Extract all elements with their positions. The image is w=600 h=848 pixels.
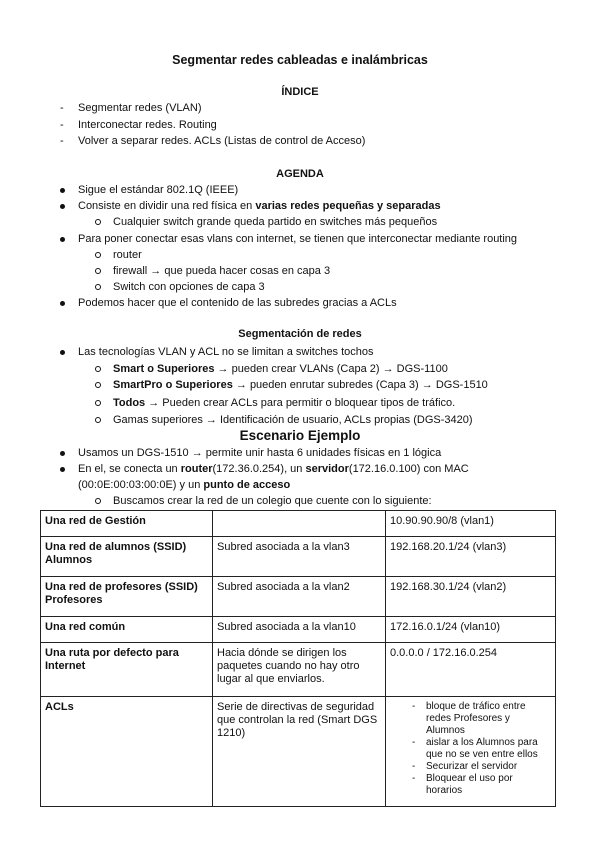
table-cell — [386, 697, 556, 807]
segmentacion-line: Gamas superiores → Identificación de usuario, ACLs propias (DGS-3420) — [113, 414, 473, 426]
table-cell: Una red de alumnos (SSID) Alumnos — [41, 537, 213, 577]
circle-bullet-icon — [95, 400, 101, 406]
table-cell: Una red de Gestión — [41, 511, 213, 537]
circle-bullet-icon — [95, 498, 101, 504]
circle-bullet-icon — [95, 252, 101, 258]
escenario-line: Usamos un DGS-1510 → permite unir hasta 6 unidades físicas en 1 lógica — [78, 447, 442, 459]
escenario-text: (172.16.0.100) con MAC — [348, 463, 469, 475]
segmentacion-bold-text: Todos — [113, 397, 146, 409]
table-row — [41, 697, 556, 807]
circle-bullet-icon — [95, 284, 101, 290]
escenario-bold-text: servidor — [305, 463, 349, 475]
segmentacion-line: Las tecnologías VLAN y ACL no se limitan a switches tochos — [78, 346, 374, 358]
table-cell: Hacia dónde se dirigen los paquetes cuando no hay otro lugar al que enviarlos. — [213, 643, 386, 697]
escenario-text: (172.36.0.254), un — [212, 463, 306, 475]
bullet-icon — [60, 451, 65, 456]
bullet-icon — [60, 350, 65, 355]
segmentacion-bold-text: SmartPro o Superiores — [113, 379, 233, 391]
agenda-line: Para poner conectar esas vlans con internet, se tienen que interconectar mediante routing — [78, 233, 518, 245]
segmentacion-text: → pueden enrutar subredes (Capa 3) → DGS-1510 — [232, 379, 488, 391]
agenda-heading: AGENDA — [276, 168, 324, 180]
escenario-bold-text: punto de acceso — [203, 479, 291, 491]
escenario-bold-text: router — [180, 463, 213, 475]
circle-bullet-icon — [95, 366, 101, 372]
segmentacion-text: → Pueden crear ACLs para permitir o bloquear tipos de tráfico. — [145, 397, 456, 409]
indice-item-3: Volver a separar redes. ACLs (Listas de control de Acceso) — [78, 135, 366, 147]
agenda-line: Cualquier switch grande queda partido en switches más pequeños — [113, 216, 438, 228]
network-table — [40, 510, 556, 807]
bullet-icon — [60, 301, 65, 306]
table-cell: Una ruta por defecto para Internet — [41, 643, 213, 697]
escenario-text: En el, se conecta un — [78, 463, 181, 475]
table-cell: ACLs — [41, 697, 213, 807]
table-row — [41, 643, 556, 697]
table-row — [41, 537, 556, 577]
indice-item-1: Segmentar redes (VLAN) — [78, 102, 202, 114]
table-cell — [213, 511, 386, 537]
table-cell: Serie de directivas de seguridad que controlan la red (Smart DGS 1210) — [213, 697, 386, 807]
bullet-icon — [60, 237, 65, 242]
agenda-line: Switch con opciones de capa 3 — [113, 281, 265, 293]
bullet-icon — [60, 188, 65, 193]
table-cell: Una red de profesores (SSID) Profesores — [41, 577, 213, 617]
page-title: Segmentar redes cableadas e inalámbricas — [172, 53, 428, 67]
table-cell: 172.16.0.1/24 (vlan10) — [386, 617, 556, 643]
circle-bullet-icon — [95, 219, 101, 225]
agenda-line: firewall → que pueda hacer cosas en capa 3 — [113, 265, 331, 277]
segmentacion-bold-text: Smart o Superiores — [113, 363, 215, 375]
escenario-line — [78, 462, 469, 476]
agenda-line — [78, 199, 441, 213]
segmentacion-text: → pueden crear VLANs (Capa 2) → DGS-1100 — [214, 363, 448, 375]
document-page: Segmentar redes cableadas e inalámbricas ÍNDICE - Segmentar redes (VLAN) - Interconectar redes. Routing - Volver a separar redes. ACLs (Listas de control de Acceso) AGENDA Sigue el estándar 802.1Q (IEEE) Consiste en dividir una red física en varias redes pequeñas y separadas Cualquier switch grande queda partido en switches más pequeños Para poner conectar esas vlans con internet, se tienen que interconectar mediante routing router firewall → que pueda hacer cosas en capa 3 Switch con opciones de capa 3 Podemos hacer que el contenido de las subredes gracias a ACLs Segmentación de redes Las tecnologías VLAN y ACL no se limitan a switches tochos Smart o Superiores → pueden crear VLANs (Capa 2) → DGS-1100 SmartPro o Superiores → pueden enrutar subredes (Capa 3) → DGS-1510 Todos → Pueden crear ACLs para permitir o bloquear tipos de tráfico. Gamas superiores → Identificación de usuario, ACLs propias (DGS-3420) Escenario Ejemplo Usamos un DGS-1510 → permite unir hasta 6 unidades físicas en 1 lógica En el, se conecta un router(172.36.0.254), un servidor(172.16.0.100) con MAC (00:0E:00:03:00:0E) y un punto de acceso Buscamos crear la red de un colegio que cuente con lo siguiente: Una red de Gestión 10.90.90.90/8 (vlan1) Una red de alumnos (SSID) Alumnos Subred asociada a la vlan3 192.168.20.1/24 (vlan3) Una red de profesores (SSID) Profesores Subred asociada a la vlan2 192.168.30.1/24 (vlan2) Una red común Subred asociada a la vlan10 172.16.0.1/24 (vlan10) Una ruta por defecto para Internet Hacia dónde se dirigen los paquetes cuando no hay otro lugar al que enviarlos. 0.0.0.0 / 172.16.0.254 ACLs Serie de directivas de seguridad que controlan la red (Smart DGS 1210) - bloque de tráfico entre redes Profesores y Alumnos - aislar a los Alumnos para que no se ven entre ellos - Securizar el servidor - Bloquear el uso por horarios — [0, 0, 600, 848]
list-item: - aislar a los Alumnos para que no se ven entre ellos — [412, 737, 551, 761]
bullet-icon — [60, 204, 65, 209]
list-item: - Securizar el servidor — [412, 761, 551, 773]
segmentacion-line — [113, 378, 488, 392]
agenda-line: Podemos hacer que el contenido de las subredes gracias a ACLs — [78, 297, 397, 309]
table-row — [41, 511, 556, 537]
table-cell: Una red común — [41, 617, 213, 643]
escenario-text: (00:0E:00:03:00:0E) y un — [78, 479, 204, 491]
table-cell: 192.168.20.1/24 (vlan3) — [386, 537, 556, 577]
escenario-line: Buscamos crear la red de un colegio que cuente con lo siguiente: — [113, 495, 432, 507]
list-item: - Bloquear el uso por horarios — [412, 773, 551, 797]
list-item: - bloque de tráfico entre redes Profesores y Alumnos — [412, 701, 551, 737]
segmentacion-heading: Segmentación de redes — [238, 328, 362, 340]
table-cell: Subred asociada a la vlan2 — [213, 577, 386, 617]
indice-heading: ÍNDICE — [281, 86, 319, 98]
table-row — [41, 577, 556, 617]
table-cell: Subred asociada a la vlan3 — [213, 537, 386, 577]
bullet-icon — [60, 467, 65, 472]
agenda-line: Sigue el estándar 802.1Q (IEEE) — [78, 184, 239, 196]
table-cell: 0.0.0.0 / 172.16.0.254 — [386, 643, 556, 697]
segmentacion-line — [113, 396, 455, 410]
table-cell: 192.168.30.1/24 (vlan2) — [386, 577, 556, 617]
table-cell: 10.90.90.90/8 (vlan1) — [386, 511, 556, 537]
acl-list — [390, 701, 551, 797]
indice-item-2: Interconectar redes. Routing — [78, 119, 217, 131]
escenario-line — [78, 478, 290, 492]
circle-bullet-icon — [95, 417, 101, 423]
agenda-bold-text: varias redes pequeñas y separadas — [255, 200, 441, 212]
table-row — [41, 617, 556, 643]
segmentacion-line — [113, 362, 448, 376]
table-cell: Subred asociada a la vlan10 — [213, 617, 386, 643]
escenario-heading: Escenario Ejemplo — [239, 428, 361, 443]
agenda-text: Consiste en dividir una red física en — [78, 200, 256, 212]
agenda-line: router — [113, 249, 142, 261]
circle-bullet-icon — [95, 268, 101, 274]
circle-bullet-icon — [95, 382, 101, 388]
